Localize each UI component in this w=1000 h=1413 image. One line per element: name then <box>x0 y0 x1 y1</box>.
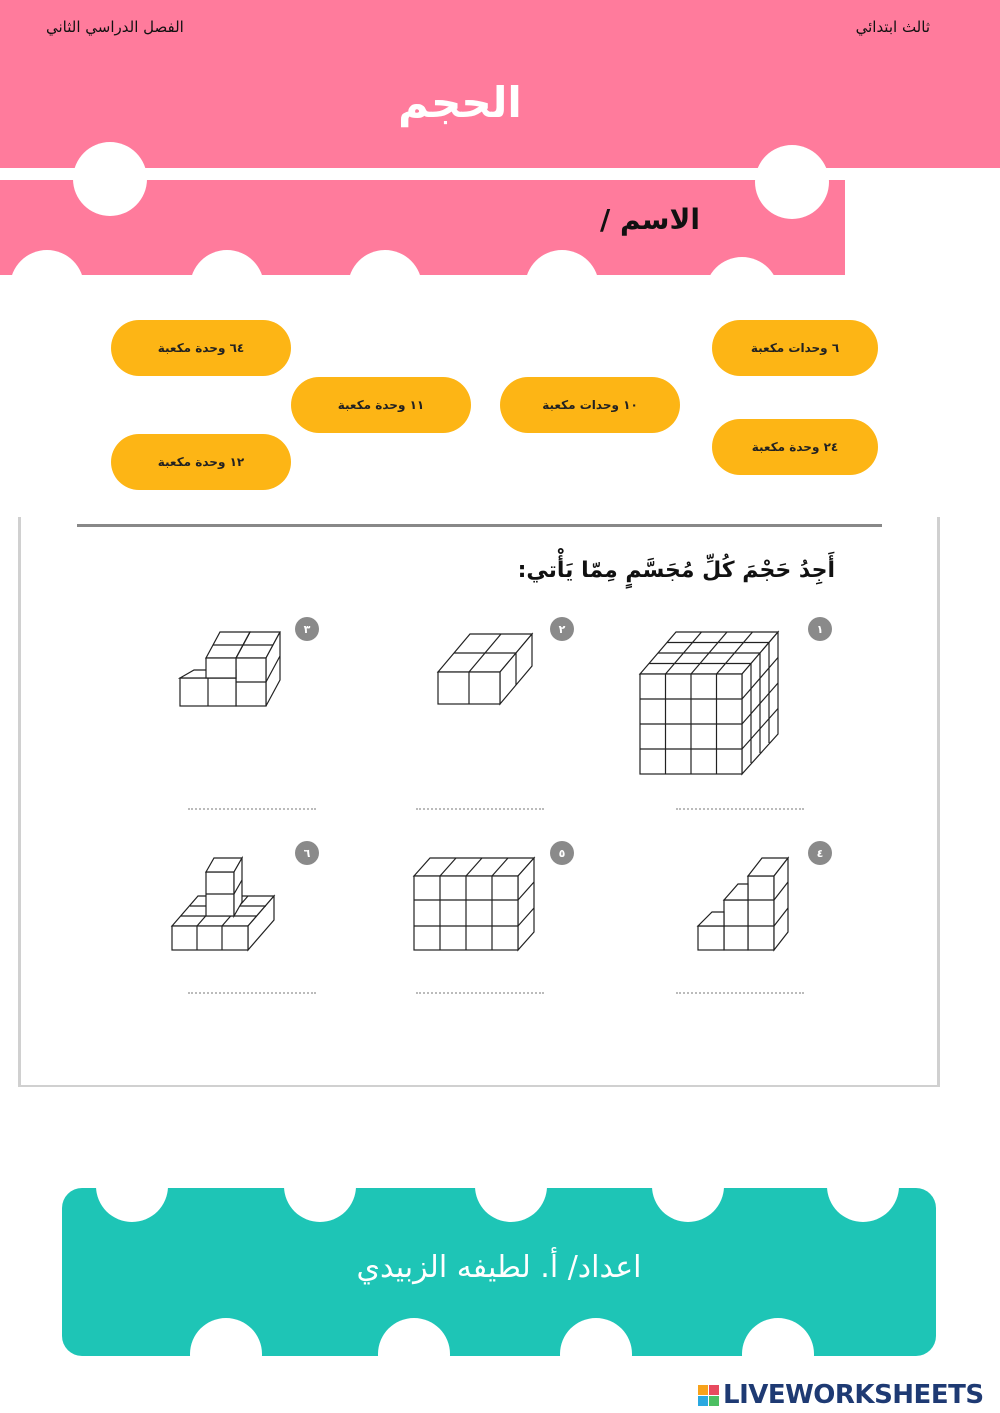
footer-card <box>62 1188 936 1356</box>
divider <box>77 524 882 527</box>
cube-figure-5 <box>410 854 538 954</box>
item-number: ٣ <box>295 617 319 641</box>
decor-circle <box>73 142 147 216</box>
item-number: ٦ <box>295 841 319 865</box>
answer-line <box>416 808 544 812</box>
cube-figure-2 <box>436 630 536 708</box>
liveworksheets-logo[interactable] <box>698 1380 984 1410</box>
decor-circle <box>348 250 422 324</box>
decor-circle <box>190 1318 262 1356</box>
cube-figure-3 <box>178 628 284 710</box>
author-credit: اعداد/ أ. لطيفه الزبيدي <box>356 1250 642 1285</box>
cube-figure-4 <box>694 854 794 954</box>
page-title: الحجم <box>398 78 522 127</box>
decor-circle <box>284 1188 356 1222</box>
answer-option[interactable]: ١١ وحدة مكعبة <box>291 377 471 433</box>
answer-option[interactable]: ٦ وحدات مكعبة <box>712 320 878 376</box>
answer-line <box>188 808 316 812</box>
instruction-text: أَجِدُ حَجْمَ كُلِّ مُجَسَّمٍ مِمّا يَأْتي: <box>517 558 835 583</box>
answer-option[interactable]: ١٢ وحدة مكعبة <box>111 434 291 490</box>
decor-circle <box>652 1188 724 1222</box>
answer-line <box>188 992 316 996</box>
item-number: ١ <box>808 617 832 641</box>
answer-option[interactable]: ١٠ وحدات مكعبة <box>500 377 680 433</box>
decor-circle <box>742 1318 814 1356</box>
answer-option[interactable]: ٦٤ وحدة مكعبة <box>111 320 291 376</box>
semester-label: الفصل الدراسي الثاني <box>46 18 184 36</box>
answer-line <box>676 808 804 812</box>
answer-line <box>416 992 544 996</box>
logo-text: LIVEWORKSHEETS <box>723 1380 984 1410</box>
decor-circle <box>10 250 84 324</box>
item-number: ٤ <box>808 841 832 865</box>
worksheet-frame <box>18 517 940 1087</box>
decor-circle <box>560 1318 632 1356</box>
decor-circle <box>827 1188 899 1222</box>
decor-circle <box>378 1318 450 1356</box>
cube-figure-6 <box>170 854 280 954</box>
item-number: ٥ <box>550 841 574 865</box>
item-number: ٢ <box>550 617 574 641</box>
decor-circle <box>755 145 829 219</box>
decor-circle <box>525 250 599 324</box>
decor-circle <box>190 250 264 324</box>
decor-circle <box>96 1188 168 1222</box>
answer-option[interactable]: ٢٤ وحدة مكعبة <box>712 419 878 475</box>
cube-figure-1 <box>636 628 782 778</box>
decor-circle <box>475 1188 547 1222</box>
name-label: الاسم / <box>600 203 700 236</box>
logo-grid-icon <box>698 1385 719 1406</box>
answer-line <box>676 992 804 996</box>
grade-label: ثالث ابتدائي <box>855 18 930 36</box>
